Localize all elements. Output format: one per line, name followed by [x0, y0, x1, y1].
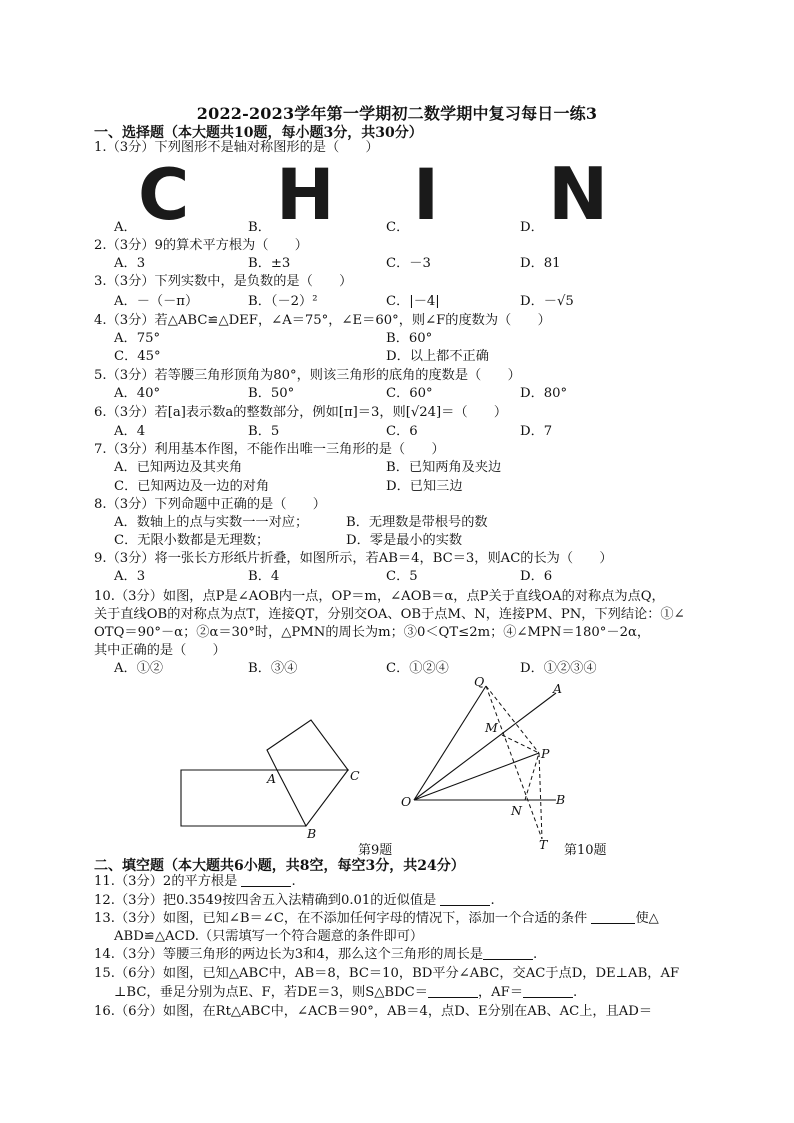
- q9-option-d[interactable]: D．6: [520, 569, 553, 584]
- q4-option-a[interactable]: A．75°: [114, 331, 161, 346]
- fig9-triangle-abc: [277, 770, 348, 826]
- q9-option-a[interactable]: A．3: [114, 569, 146, 584]
- q3-option-d[interactable]: D．－√5: [520, 294, 574, 309]
- q8-option-a[interactable]: A．数轴上的点与实数一一对应；: [114, 515, 309, 530]
- q3-option-b[interactable]: B．（－2）²: [248, 294, 318, 309]
- q9-option-c[interactable]: C．5: [386, 569, 418, 584]
- fig10-segment-op: [414, 753, 539, 800]
- q9-option-b[interactable]: B．4: [248, 569, 280, 584]
- q14-text: 14.（3分）等腰三角形的两边长为3和4，那么这个三角形的周长是: [94, 947, 484, 962]
- q7-option-d[interactable]: D．已知三边: [386, 479, 463, 494]
- q4-option-b[interactable]: B．60°: [386, 331, 433, 346]
- figure-10-solid-lines: [414, 686, 556, 800]
- question-12: [94, 892, 495, 910]
- question-7-stem: 7.（3分）利用基本作图，不能作出唯一三角形的是（ ）: [94, 442, 445, 457]
- q13-answer-blank[interactable]: [591, 911, 635, 924]
- q3-option-c[interactable]: C．|－4|: [386, 294, 440, 309]
- fig9-label-b: B: [307, 826, 317, 841]
- question-10-line-2: 关于直线OB的对称点为点T，连接QT，分别交OA、OB于点M、N，连接PM、PN，下列结论：①∠: [94, 607, 685, 622]
- q1-option-c[interactable]: C．: [386, 220, 410, 235]
- q6-option-c[interactable]: C．6: [386, 424, 418, 439]
- fig10-segment-pn: [525, 753, 539, 800]
- q10-option-d[interactable]: D．①②③④: [520, 661, 597, 676]
- question-11: [94, 873, 296, 891]
- fig9-label-a: A: [267, 771, 277, 786]
- fig10-label-o: O: [401, 794, 412, 809]
- q3-option-a[interactable]: A．－（－π）: [114, 294, 199, 309]
- q15-answer-blank-af[interactable]: [523, 985, 573, 998]
- fig10-segment-oq: [414, 686, 486, 800]
- figure-9-caption: 第9题: [358, 843, 393, 858]
- q7-option-c[interactable]: C．已知两边及一边的对角: [114, 479, 270, 494]
- figure-9-lines: [181, 720, 348, 826]
- fig9-rectangle-edges: [181, 770, 306, 826]
- question-2-stem: 2.（3分）9的算术平方根为（ ）: [94, 238, 308, 253]
- fig9-folded-flap: [267, 720, 348, 770]
- fig10-label-b: B: [556, 792, 566, 807]
- q14-end: .: [533, 947, 538, 962]
- figure-10-diagram: [396, 672, 596, 852]
- q10-option-c[interactable]: C．①②④: [386, 661, 449, 676]
- fig10-label-a: A: [553, 681, 563, 696]
- fig10-label-q: Q: [474, 674, 485, 689]
- q5-option-c[interactable]: C．60°: [386, 386, 433, 401]
- q5-option-d[interactable]: D．80°: [520, 386, 568, 401]
- q2-option-d[interactable]: D．81: [520, 256, 561, 271]
- question-6-stem: 6.（3分）若[a]表示数a的整数部分，例如[π]＝3，则[√24]＝（ ）: [94, 405, 508, 420]
- q10-option-b[interactable]: B．③④: [248, 661, 298, 676]
- q4-option-c[interactable]: C．45°: [114, 349, 161, 364]
- letter-c-figure: C: [138, 154, 190, 236]
- section-fill-heading: 二、填空题（本大题共6小题，共8空，每空3分，共24分）: [94, 858, 465, 874]
- q8-option-b[interactable]: B．无理数是带根号的数: [346, 515, 488, 530]
- q13-text-1: 13.（3分）如图，已知∠B＝∠C，在不添加任何字母的情况下，添加一个合适的条件: [94, 911, 588, 926]
- q2-option-b[interactable]: B．±3: [248, 256, 291, 271]
- q11-answer-blank[interactable]: [241, 874, 291, 887]
- q8-option-d[interactable]: D．零是最小的实数: [346, 533, 463, 548]
- q1-option-b[interactable]: B．: [248, 220, 271, 235]
- q15-text-1: ⊥BC，垂足分别为点E、F，若DE＝3，则S△BDC＝: [114, 985, 428, 1000]
- fig10-ray-oa: [414, 693, 556, 800]
- letter-n-figure: N: [548, 152, 609, 236]
- fig10-segment-pt: [539, 753, 542, 839]
- question-10-line-1: 10.（3分）如图，点P是∠AOB内一点，OP＝m，∠AOB＝α，点P关于直线OA的对称点为点Q，: [94, 589, 665, 604]
- q5-option-b[interactable]: B．50°: [248, 386, 295, 401]
- q6-option-d[interactable]: D．7: [520, 424, 553, 439]
- q15-answer-blank-area[interactable]: [428, 985, 478, 998]
- question-13-line-2: ABD≌△ACD.（只需填写一个符合题意的条件即可）: [114, 929, 424, 944]
- fig9-label-c: C: [350, 768, 360, 783]
- fig10-label-t: T: [539, 837, 548, 852]
- q11-end: .: [291, 874, 296, 889]
- fig10-label-p: P: [541, 746, 550, 761]
- question-15-line-2: [114, 984, 577, 1002]
- question-1-stem: 1.（3分）下列图形不是轴对称图形的是（ ）: [94, 140, 379, 155]
- question-4-stem: 4.（3分）若△ABC≌△DEF，∠A＝75°，∠E＝60°，则∠F的度数为（ ）: [94, 313, 551, 328]
- q1-option-a[interactable]: A．: [114, 220, 137, 235]
- question-16-line-1: 16.（6分）如图，在Rt△ABC中，∠ACB＝90°，AB＝4，点D、E分别在AB、AC上，且AD＝: [94, 1004, 653, 1019]
- q5-option-a[interactable]: A．40°: [114, 386, 161, 401]
- q6-option-a[interactable]: A．4: [114, 424, 146, 439]
- q4-option-d[interactable]: D．以上都不正确: [386, 349, 489, 364]
- question-14: [94, 946, 537, 964]
- q13-text-2: 使△: [635, 911, 659, 926]
- question-13-line-1: [94, 910, 659, 928]
- question-3-stem: 3.（3分）下列实数中，是负数的是（ ）: [94, 274, 353, 289]
- question-10-line-4: 其中正确的是（ ）: [94, 643, 226, 658]
- fig10-segment-pm: [502, 735, 539, 753]
- figure-10-caption: 第10题: [564, 843, 607, 858]
- q7-option-b[interactable]: B．已知两角及夹边: [386, 460, 502, 475]
- question-9-stem: 9.（3分）将一张长方形纸片折叠，如图所示，若AB＝4，BC＝3，则AC的长为（ ）: [94, 551, 613, 566]
- fig10-label-m: M: [485, 720, 498, 735]
- section-choice-heading: 一、选择题（本大题共10题，每小题3分，共30分）: [94, 125, 423, 141]
- question-10-line-3: OTQ＝90°－α；②α＝30°时，△PMN的周长为m；③0＜QT≤2m；④∠MPN＝180°－2α，: [94, 625, 651, 640]
- question-15-line-1: 15.（6分）如图，已知△ABC中，AB＝8，BC＝10，BD平分∠ABC，交AC于点D，DE⊥AB，AF: [94, 966, 680, 981]
- question-8-stem: 8.（3分）下列命题中正确的是（ ）: [94, 497, 326, 512]
- q12-end: .: [490, 893, 495, 908]
- q11-text: 11.（3分）2的平方根是: [94, 874, 238, 889]
- page-title: 2022-2023学年第一学期初二数学期中复习每日一练3: [196, 104, 598, 123]
- letter-h-figure: H: [276, 154, 335, 236]
- q12-answer-blank[interactable]: [440, 893, 490, 906]
- q12-text: 12.（3分）把0.3549按四舍五入法精确到0.01的近似值是: [94, 893, 437, 908]
- fig10-label-n: N: [511, 803, 522, 818]
- q2-option-c[interactable]: C．－3: [386, 256, 431, 271]
- q1-option-d[interactable]: D．: [520, 220, 544, 235]
- question-5-stem: 5.（3分）若等腰三角形顶角为80°，则该三角形的底角的度数是（ ）: [94, 368, 521, 383]
- q15-end: .: [573, 985, 578, 1000]
- figure-9-diagram: [170, 710, 393, 860]
- q8-option-c[interactable]: C．无限小数都是无理数；: [114, 533, 270, 548]
- q2-option-a[interactable]: A．3: [114, 256, 146, 271]
- q6-option-b[interactable]: B．5: [248, 424, 280, 439]
- q10-option-a[interactable]: A．①②: [114, 661, 164, 676]
- q7-option-a[interactable]: A．已知两边及其夹角: [114, 460, 243, 475]
- q14-answer-blank[interactable]: [483, 947, 533, 960]
- letter-i-figure: I: [413, 154, 440, 236]
- q15-text-2: ，AF＝: [477, 985, 524, 1000]
